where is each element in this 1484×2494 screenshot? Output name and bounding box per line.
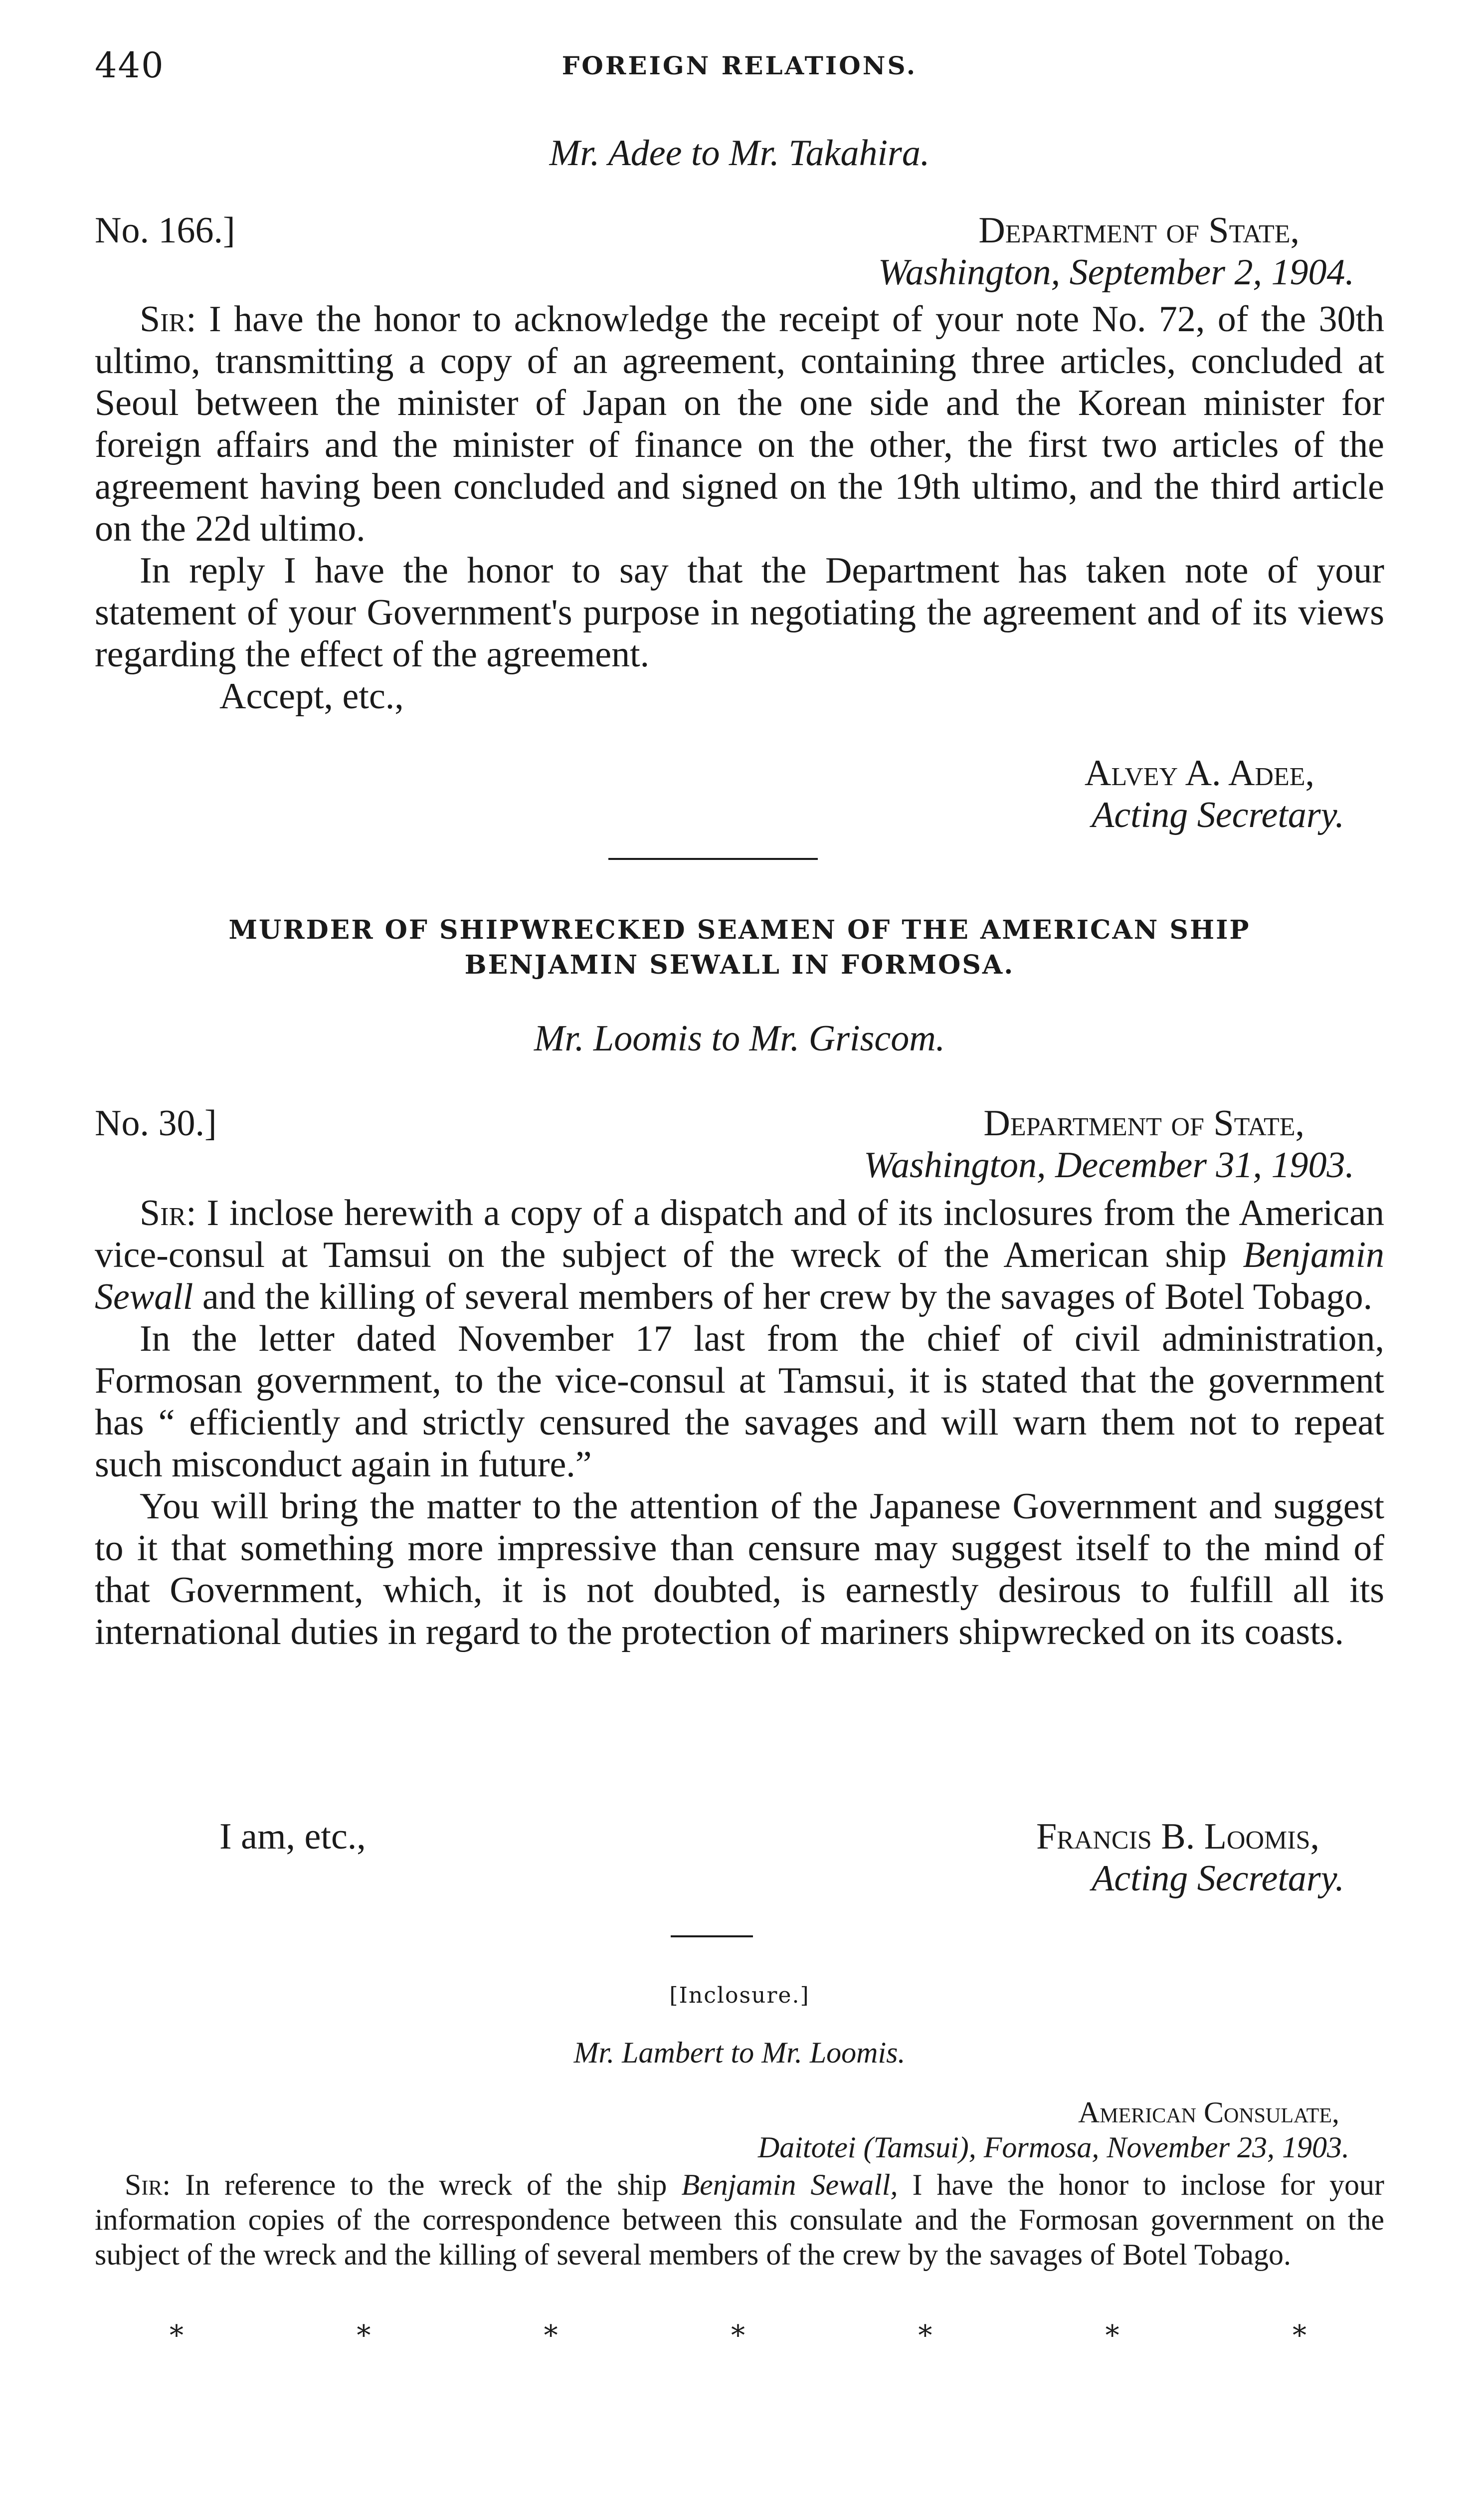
letter1-dateline — [95, 209, 1384, 293]
letter1-department: Department of State, — [978, 210, 1299, 251]
letter2-ship-name: Benjamin Sewall — [95, 1235, 1384, 1317]
letter1-heading: Mr. Adee to Mr. Takahira. — [549, 133, 930, 174]
letter2-number: No. 30.] — [95, 1103, 217, 1144]
inclosure-salutation: Sir: — [125, 2168, 171, 2201]
inclosure-paragraph-1-text-a: In reference to the wreck of the ship — [185, 2168, 682, 2201]
page-number: 440 — [95, 45, 165, 86]
running-title: FOREIGN RELATIONS. — [561, 51, 918, 80]
letter2-signature — [95, 1816, 1384, 1899]
ellipsis-star: * — [1105, 2319, 1119, 2352]
letter1-signer: Alvey A. Adee, — [1084, 753, 1314, 794]
section-title — [95, 913, 1384, 983]
letter2-heading: Mr. Loomis to Mr. Griscom. — [534, 1018, 945, 1059]
letter2-department: Department of State, — [983, 1103, 1304, 1144]
letter1-paragraph-2: In reply I have the honor to say that the Department has taken note of your statement of your Government's purpose in negotiating the agreement and of its views regarding the effect of the agreement. — [95, 550, 1384, 675]
letter2-paragraph-1-text-b: and the killing of several members of her crew by the savages of Botel Tobago. — [193, 1276, 1373, 1317]
inclosure-consulate: American Consulate, — [1078, 2096, 1339, 2129]
letter1-salutation: Sir: — [140, 299, 196, 340]
inclosure-dateline — [95, 2095, 1384, 2165]
letter1-signer-title: Acting Secretary. — [1092, 795, 1344, 835]
letter2-body — [95, 1192, 1384, 1653]
letter1-place-date: Washington, September 2, 1904. — [878, 252, 1354, 293]
letter1-signature — [95, 752, 1384, 836]
letter1-paragraph-1-text: I have the honor to acknowledge the receipt of your note No. 72, of the 30th ultimo, transmitting a copy of an agreement, containing three articles, concluded at Seoul between the minister of Japan on the one side and the Korean minister for foreign affairs and the minister of finance on the other, the first two articles of the agreement having been concluded and signed on the 19th ultimo, and the third article on the 22d ultimo. — [95, 299, 1385, 549]
ellipsis-stars — [170, 2319, 1306, 2352]
inclosure-paragraph-1 — [95, 2167, 1384, 2272]
letter2-salutation: Sir: — [140, 1193, 196, 1234]
inclosure-heading: Mr. Lambert to Mr. Loomis. — [573, 2036, 906, 2069]
letter2-signer-title: Acting Secretary. — [1092, 1858, 1344, 1899]
separator-rule-1 — [608, 858, 818, 860]
separator-rule-2 — [671, 1935, 753, 1937]
ellipsis-star: * — [170, 2319, 184, 2352]
letter2-signer: Francis B. Loomis, — [1036, 1816, 1319, 1857]
letter1-number: No. 166.] — [95, 210, 235, 251]
letter2-paragraph-1-text-a: I inclose herewith a copy of a dispatch and of its inclosures from the American vice-consul at Tamsui on the subject of the wreck of the American ship — [95, 1193, 1384, 1275]
running-head — [95, 45, 1384, 85]
ellipsis-star: * — [1292, 2319, 1306, 2352]
ellipsis-star: * — [357, 2319, 371, 2352]
section-title-line-1: MURDER OF SHIPWRECKED SEAMEN OF THE AMERICAN SHIP — [228, 915, 1251, 945]
letter1-closing: Accept, etc., — [219, 676, 404, 717]
ellipsis-star: * — [731, 2319, 745, 2352]
inclosure-label: [Inclosure.] — [669, 1983, 810, 2008]
letter2-place-date: Washington, December 31, 1903. — [864, 1145, 1354, 1186]
letter2-paragraph-3: You will bring the matter to the attention of the Japanese Government and suggest to it that something more impressive than censure may suggest itself to the mind of that Government, which, it is not doubted, is earnestly desirous to fulfill all its international duties in regard to the protection of mariners shipwrecked on its coasts. — [95, 1486, 1384, 1653]
letter1-body — [95, 298, 1384, 717]
inclosure-ship-name: Benjamin Sewall, — [681, 2168, 898, 2201]
letter1-paragraph-1 — [95, 298, 1384, 550]
ellipsis-star: * — [544, 2319, 558, 2352]
letter2-dateline — [95, 1102, 1384, 1186]
section-title-line-2: BENJAMIN SEWALL IN FORMOSA. — [464, 950, 1015, 980]
inclosure-paragraph-1-text-b: I have the honor to inclose for your information copies of the correspondence between this consulate and the Formosan government on the subject of the wreck and the killing of several members of the crew by the savages of Botel Tobago. — [95, 2168, 1384, 2271]
inclosure-body — [95, 2167, 1384, 2272]
letter2-paragraph-2: In the letter dated November 17 last from the chief of civil administration, Formosan government, to the vice-consul at Tamsui, it is stated that the government has “ efficiently and strictly censured the savages and will warn them not to repeat such misconduct again in future.” — [95, 1318, 1384, 1485]
letter2-paragraph-1 — [95, 1192, 1384, 1318]
inclosure-place-date: Daitotei (Tamsui), Formosa, November 23, 1903. — [757, 2131, 1349, 2164]
letter2-closing: I am, etc., — [219, 1816, 366, 1857]
ellipsis-star: * — [918, 2319, 932, 2352]
